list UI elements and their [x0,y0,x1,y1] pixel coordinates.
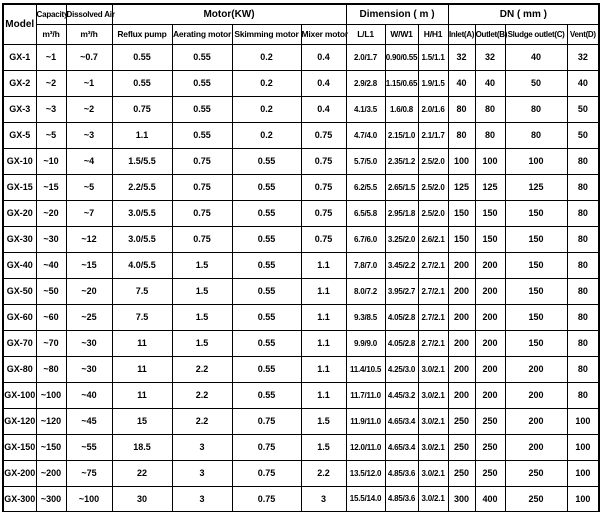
value-cell: 80 [567,278,599,304]
value-cell: 0.55 [172,96,232,122]
header-sludge-outlet: Sludge outlet(C) [505,24,567,44]
value-cell: 200 [475,252,505,278]
value-cell: 200 [448,330,475,356]
value-cell: 200 [448,304,475,330]
value-cell: 8.0/7.2 [346,278,385,304]
value-cell: 2.2 [172,382,232,408]
value-cell: 0.75 [232,486,301,512]
value-cell: 80 [567,200,599,226]
value-cell: 100 [448,148,475,174]
model-cell: GX-40 [3,252,36,278]
value-cell: 22 [112,460,172,486]
model-cell: GX-80 [3,356,36,382]
value-cell: 40 [475,70,505,96]
value-cell: 3.95/2.7 [385,278,418,304]
value-cell: 0.2 [232,96,301,122]
value-cell: 200 [448,382,475,408]
value-cell: 4.0/5.5 [112,252,172,278]
value-cell: 0.55 [232,382,301,408]
value-cell: 1.1 [301,356,346,382]
value-cell: 15.5/14.0 [346,486,385,512]
value-cell: 1.5/1.1 [418,44,448,70]
value-cell: 1.5 [172,304,232,330]
value-cell: 3 [172,434,232,460]
value-cell: 2.5/2.0 [418,200,448,226]
value-cell: 125 [448,174,475,200]
value-cell: 150 [475,226,505,252]
value-cell: 0.75 [172,174,232,200]
value-cell: 80 [567,148,599,174]
header-vent: Vent(D) [567,24,599,44]
table-row [3,200,599,226]
value-cell: 11 [112,382,172,408]
value-cell: ~3 [66,122,112,148]
value-cell: 80 [567,356,599,382]
model-cell: GX-70 [3,330,36,356]
value-cell: 1.5/5.5 [112,148,172,174]
header-capacity-unit: m³/h [36,24,66,44]
value-cell: 3.0/2.1 [418,356,448,382]
value-cell: 150 [505,304,567,330]
value-cell: ~40 [36,252,66,278]
table-row [3,304,599,330]
value-cell: 50 [567,122,599,148]
value-cell: 150 [475,200,505,226]
value-cell: ~30 [66,330,112,356]
model-cell: GX-300 [3,486,36,512]
model-cell: GX-60 [3,304,36,330]
value-cell: 5.7/5.0 [346,148,385,174]
header-reflux-pump: Reflux pump [112,24,172,44]
value-cell: 80 [567,304,599,330]
model-cell: GX-150 [3,434,36,460]
table-row [3,148,599,174]
value-cell: 2.2 [301,460,346,486]
value-cell: 1.5 [172,330,232,356]
value-cell: 2.7/2.1 [418,278,448,304]
value-cell: 3.0/2.1 [418,434,448,460]
value-cell: 40 [567,70,599,96]
table-row [3,356,599,382]
value-cell: 150 [505,252,567,278]
value-cell: ~150 [36,434,66,460]
value-cell: 2.2 [172,356,232,382]
value-cell: 0.2 [232,70,301,96]
model-cell: GX-100 [3,382,36,408]
value-cell: 0.55 [232,174,301,200]
value-cell: ~25 [66,304,112,330]
value-cell: 80 [567,226,599,252]
header-sub-row [3,24,599,44]
value-cell: 100 [475,148,505,174]
value-cell: 2.95/1.8 [385,200,418,226]
value-cell: 1.9/1.5 [418,70,448,96]
value-cell: ~15 [36,174,66,200]
value-cell: 7.5 [112,278,172,304]
value-cell: ~100 [36,382,66,408]
value-cell: 3.0/5.5 [112,200,172,226]
value-cell: 400 [475,486,505,512]
value-cell: 150 [505,330,567,356]
value-cell: 12.0/11.0 [346,434,385,460]
value-cell: 80 [505,122,567,148]
value-cell: ~100 [66,486,112,512]
value-cell: 2.7/2.1 [418,330,448,356]
model-cell: GX-30 [3,226,36,252]
value-cell: 4.25/3.0 [385,356,418,382]
value-cell: ~30 [36,226,66,252]
value-cell: ~2 [66,96,112,122]
value-cell: 0.75 [301,148,346,174]
value-cell: 3 [172,460,232,486]
value-cell: 200 [475,330,505,356]
value-cell: ~3 [36,96,66,122]
value-cell: ~40 [66,382,112,408]
value-cell: 32 [475,44,505,70]
model-cell: GX-120 [3,408,36,434]
model-cell: GX-2 [3,70,36,96]
value-cell: 200 [448,356,475,382]
value-cell: 3.25/2.0 [385,226,418,252]
value-cell: 32 [448,44,475,70]
value-cell: 0.75 [172,200,232,226]
value-cell: 6.2/5.5 [346,174,385,200]
value-cell: 11.9/11.0 [346,408,385,434]
value-cell: 0.55 [112,70,172,96]
value-cell: ~200 [36,460,66,486]
value-cell: 200 [505,434,567,460]
value-cell: 125 [475,174,505,200]
value-cell: 1.1 [301,304,346,330]
value-cell: 2.2 [172,408,232,434]
value-cell: ~1 [66,70,112,96]
value-cell: ~75 [66,460,112,486]
value-cell: 80 [567,330,599,356]
value-cell: 200 [475,278,505,304]
table-row [3,44,599,70]
value-cell: 4.05/2.8 [385,330,418,356]
table-row [3,382,599,408]
value-cell: 3.0/2.1 [418,408,448,434]
value-cell: ~60 [36,304,66,330]
value-cell: 3.0/2.1 [418,460,448,486]
value-cell: 3 [172,486,232,512]
value-cell: ~300 [36,486,66,512]
value-cell: 0.90/0.55 [385,44,418,70]
value-cell: 50 [505,70,567,96]
value-cell: 40 [505,44,567,70]
value-cell: 11.7/11.0 [346,382,385,408]
value-cell: 50 [567,96,599,122]
value-cell: 1.6/0.8 [385,96,418,122]
value-cell: 150 [448,200,475,226]
value-cell: 100 [567,408,599,434]
value-cell: 250 [448,408,475,434]
value-cell: 150 [448,226,475,252]
value-cell: 9.9/9.0 [346,330,385,356]
value-cell: 0.55 [232,330,301,356]
value-cell: 1.1 [112,122,172,148]
value-cell: 250 [475,460,505,486]
value-cell: 0.75 [301,226,346,252]
value-cell: 0.75 [172,148,232,174]
model-cell: GX-1 [3,44,36,70]
value-cell: 4.85/3.6 [385,486,418,512]
value-cell: 2.0/1.7 [346,44,385,70]
value-cell: 0.75 [172,226,232,252]
value-cell: 2.7/2.1 [418,304,448,330]
model-cell: GX-200 [3,460,36,486]
value-cell: ~4 [66,148,112,174]
value-cell: 1.1 [301,278,346,304]
header-group-row [3,4,599,24]
header-l-l1: L/L1 [346,24,385,44]
header-motor-group: Motor(KW) [112,4,346,24]
value-cell: 1.1 [301,330,346,356]
value-cell: 100 [567,434,599,460]
value-cell: 11 [112,356,172,382]
value-cell: 80 [475,122,505,148]
value-cell: 80 [505,96,567,122]
value-cell: 250 [505,486,567,512]
value-cell: 2.15/1.0 [385,122,418,148]
value-cell: 4.85/3.6 [385,460,418,486]
value-cell: 1.5 [172,252,232,278]
value-cell: ~80 [36,356,66,382]
table-row [3,408,599,434]
value-cell: ~0.7 [66,44,112,70]
header-mixer-motor: Mixer motor [301,24,346,44]
value-cell: 0.75 [232,460,301,486]
value-cell: 4.05/2.8 [385,304,418,330]
value-cell: 1.1 [301,382,346,408]
value-cell: 4.45/3.2 [385,382,418,408]
value-cell: 15 [112,408,172,434]
value-cell: 80 [567,252,599,278]
value-cell: 100 [567,486,599,512]
value-cell: 2.5/2.0 [418,174,448,200]
value-cell: 7.5 [112,304,172,330]
value-cell: 0.75 [232,434,301,460]
value-cell: 0.55 [232,356,301,382]
value-cell: ~10 [36,148,66,174]
value-cell: 150 [505,226,567,252]
value-cell: 3.45/2.2 [385,252,418,278]
value-cell: 2.7/2.1 [418,252,448,278]
value-cell: 1.5 [172,278,232,304]
model-cell: GX-50 [3,278,36,304]
value-cell: 80 [448,96,475,122]
value-cell: 100 [567,460,599,486]
value-cell: 3.0/5.5 [112,226,172,252]
model-cell: GX-3 [3,96,36,122]
header-dissolved-air-unit: m³/h [66,24,112,44]
model-cell: GX-20 [3,200,36,226]
value-cell: 13.5/12.0 [346,460,385,486]
value-cell: 200 [505,356,567,382]
value-cell: ~50 [36,278,66,304]
table-row [3,278,599,304]
value-cell: ~70 [36,330,66,356]
header-outlet: Outlet(B) [475,24,505,44]
spec-table-body [3,44,599,512]
value-cell: 0.55 [232,148,301,174]
value-cell: 80 [567,174,599,200]
header-h-h1: H/H1 [418,24,448,44]
value-cell: 250 [505,460,567,486]
value-cell: 2.1/1.7 [418,122,448,148]
value-cell: ~5 [36,122,66,148]
value-cell: ~2 [36,70,66,96]
value-cell: 250 [475,434,505,460]
specification-table [2,3,600,512]
table-row [3,122,599,148]
value-cell: 200 [475,382,505,408]
value-cell: 6.7/6.0 [346,226,385,252]
value-cell: ~55 [66,434,112,460]
value-cell: 200 [475,356,505,382]
value-cell: ~12 [66,226,112,252]
value-cell: 250 [448,434,475,460]
value-cell: 0.55 [232,278,301,304]
value-cell: 11 [112,330,172,356]
value-cell: ~20 [66,278,112,304]
value-cell: ~1 [36,44,66,70]
model-cell: GX-5 [3,122,36,148]
header-dimension-group: Dimension ( m ) [346,4,448,24]
value-cell: 0.75 [232,408,301,434]
table-row [3,226,599,252]
value-cell: 2.5/2.0 [418,148,448,174]
value-cell: 100 [505,148,567,174]
model-cell: GX-15 [3,174,36,200]
value-cell: 0.55 [172,122,232,148]
value-cell: 0.75 [301,174,346,200]
table-row [3,252,599,278]
value-cell: 0.2 [232,44,301,70]
header-dissolved-air: Dissolved Air [66,4,112,24]
value-cell: 0.55 [112,44,172,70]
model-cell: GX-10 [3,148,36,174]
value-cell: 0.4 [301,44,346,70]
table-row [3,70,599,96]
value-cell: 2.35/1.2 [385,148,418,174]
value-cell: 0.75 [301,200,346,226]
value-cell: 80 [567,382,599,408]
value-cell: 30 [112,486,172,512]
value-cell: 150 [505,278,567,304]
value-cell: 1.15/0.65 [385,70,418,96]
value-cell: 0.55 [172,44,232,70]
value-cell: 0.4 [301,70,346,96]
value-cell: ~45 [66,408,112,434]
value-cell: 2.0/1.6 [418,96,448,122]
value-cell: ~20 [36,200,66,226]
value-cell: 32 [567,44,599,70]
value-cell: 0.55 [232,304,301,330]
value-cell: 3 [301,486,346,512]
value-cell: 0.55 [172,70,232,96]
value-cell: 3.0/2.1 [418,382,448,408]
value-cell: 11.4/10.5 [346,356,385,382]
value-cell: 200 [505,382,567,408]
header-skimming-motor: Skimming motor [232,24,301,44]
value-cell: 300 [448,486,475,512]
value-cell: 0.75 [301,122,346,148]
value-cell: 0.2 [232,122,301,148]
table-row [3,486,599,512]
value-cell: 40 [448,70,475,96]
table-row [3,330,599,356]
value-cell: 0.55 [232,200,301,226]
value-cell: 6.5/5.8 [346,200,385,226]
value-cell: 0.55 [232,252,301,278]
header-capacity: Capacity [36,4,66,24]
value-cell: 200 [505,408,567,434]
value-cell: 0.55 [232,226,301,252]
value-cell: 1.1 [301,252,346,278]
value-cell: ~30 [66,356,112,382]
value-cell: ~7 [66,200,112,226]
table-row [3,96,599,122]
value-cell: 2.65/1.5 [385,174,418,200]
header-aerating-motor: Aerating motor [172,24,232,44]
value-cell: 4.65/3.4 [385,434,418,460]
value-cell: 1.5 [301,408,346,434]
value-cell: ~120 [36,408,66,434]
value-cell: 9.3/8.5 [346,304,385,330]
value-cell: 200 [475,304,505,330]
header-inlet: Inlet(A) [448,24,475,44]
value-cell: 250 [475,408,505,434]
value-cell: 1.5 [301,434,346,460]
header-model: Model [3,4,36,44]
value-cell: ~15 [66,252,112,278]
table-header [3,4,599,44]
value-cell: 0.4 [301,96,346,122]
header-dn-group: DN ( mm ) [448,4,599,24]
value-cell: 4.7/4.0 [346,122,385,148]
value-cell: 18.5 [112,434,172,460]
value-cell: 80 [448,122,475,148]
value-cell: 150 [505,200,567,226]
value-cell: 4.65/3.4 [385,408,418,434]
value-cell: 200 [448,278,475,304]
value-cell: 0.75 [112,96,172,122]
header-w-w1: W/W1 [385,24,418,44]
value-cell: 7.8/7.0 [346,252,385,278]
table-row [3,434,599,460]
value-cell: 200 [448,252,475,278]
value-cell: 250 [448,460,475,486]
value-cell: 3.0/2.1 [418,486,448,512]
value-cell: ~5 [66,174,112,200]
value-cell: 80 [475,96,505,122]
value-cell: 2.2/5.5 [112,174,172,200]
table-row [3,174,599,200]
value-cell: 2.6/2.1 [418,226,448,252]
table-row [3,460,599,486]
value-cell: 125 [505,174,567,200]
value-cell: 2.9/2.8 [346,70,385,96]
value-cell: 4.1/3.5 [346,96,385,122]
